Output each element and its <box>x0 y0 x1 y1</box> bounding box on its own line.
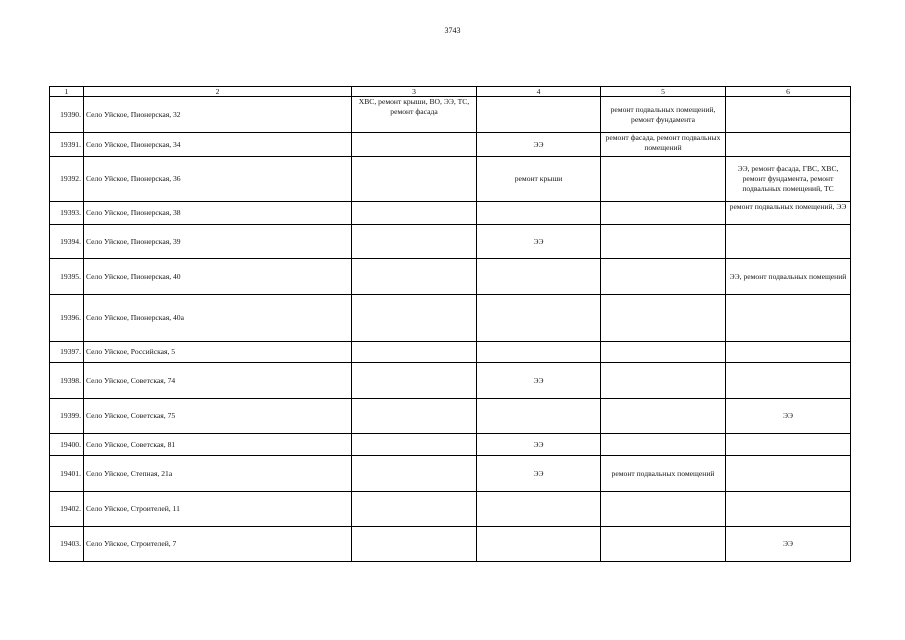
cell-col6 <box>726 492 851 527</box>
table-row <box>50 133 851 157</box>
cell-col3 <box>352 342 477 363</box>
row-address: Село Уйское, Пионерская, 40 <box>84 259 352 295</box>
cell-col4 <box>477 527 601 562</box>
cell-col3 <box>352 399 477 434</box>
cell-col6 <box>726 456 851 492</box>
cell-col5 <box>601 399 726 434</box>
cell-col6: ЭЭ, ремонт фасада, ГВС, ХВС, ремонт фундамента, ремонт подвальных помещений, ТС <box>726 157 851 202</box>
data-table <box>49 86 851 562</box>
row-address: Село Уйское, Пионерская, 38 <box>84 202 352 225</box>
row-number: 19390. <box>50 97 84 133</box>
cell-col4 <box>477 259 601 295</box>
cell-col5 <box>601 157 726 202</box>
table-row <box>50 492 851 527</box>
table-row <box>50 434 851 456</box>
row-address: Село Уйское, Строителей, 7 <box>84 527 352 562</box>
table-row <box>50 363 851 399</box>
cell-col3 <box>352 133 477 157</box>
cell-col3 <box>352 527 477 562</box>
cell-col6 <box>726 363 851 399</box>
row-address: Село Уйское, Пионерская, 32 <box>84 97 352 133</box>
cell-col3 <box>352 363 477 399</box>
cell-col3 <box>352 492 477 527</box>
cell-col5 <box>601 527 726 562</box>
cell-col5 <box>601 295 726 342</box>
table-row <box>50 295 851 342</box>
row-number: 19395. <box>50 259 84 295</box>
cell-col3 <box>352 225 477 259</box>
cell-col4 <box>477 399 601 434</box>
cell-col5: ремонт подвальных помещений <box>601 456 726 492</box>
cell-col3: ХВС, ремонт крыши, ВО, ЭЭ, ТС, ремонт фасада <box>352 97 477 133</box>
cell-col3 <box>352 456 477 492</box>
column-header: 3 <box>352 87 477 97</box>
row-address: Село Уйское, Пионерская, 34 <box>84 133 352 157</box>
row-number: 19399. <box>50 399 84 434</box>
cell-col6: ЭЭ <box>726 527 851 562</box>
row-number: 19401. <box>50 456 84 492</box>
row-address: Село Уйское, Пионерская, 36 <box>84 157 352 202</box>
row-number: 19393. <box>50 202 84 225</box>
cell-col5 <box>601 259 726 295</box>
cell-col5 <box>601 434 726 456</box>
table-row <box>50 225 851 259</box>
cell-col6 <box>726 97 851 133</box>
row-address: Село Уйское, Пионерская, 40а <box>84 295 352 342</box>
row-address: Село Уйское, Строителей, 11 <box>84 492 352 527</box>
row-address: Село Уйское, Советская, 81 <box>84 434 352 456</box>
table-row <box>50 202 851 225</box>
header-row <box>50 87 851 97</box>
row-address: Село Уйское, Российская, 5 <box>84 342 352 363</box>
cell-col3 <box>352 295 477 342</box>
column-header: 6 <box>726 87 851 97</box>
row-address: Село Уйское, Советская, 74 <box>84 363 352 399</box>
row-number: 19402. <box>50 492 84 527</box>
column-header: 1 <box>50 87 84 97</box>
column-header: 4 <box>477 87 601 97</box>
table-row <box>50 342 851 363</box>
row-address: Село Уйское, Советская, 75 <box>84 399 352 434</box>
cell-col4 <box>477 97 601 133</box>
cell-col4: ЭЭ <box>477 225 601 259</box>
table-row <box>50 259 851 295</box>
cell-col5 <box>601 225 726 259</box>
row-number: 19392. <box>50 157 84 202</box>
column-header: 5 <box>601 87 726 97</box>
cell-col6 <box>726 225 851 259</box>
cell-col6: ремонт подвальных помещений, ЭЭ <box>726 202 851 225</box>
table-row <box>50 399 851 434</box>
table-row <box>50 527 851 562</box>
column-header: 2 <box>84 87 352 97</box>
cell-col4 <box>477 492 601 527</box>
row-number: 19398. <box>50 363 84 399</box>
table-row <box>50 456 851 492</box>
row-number: 19397. <box>50 342 84 363</box>
cell-col5 <box>601 342 726 363</box>
cell-col4: ЭЭ <box>477 434 601 456</box>
cell-col6 <box>726 434 851 456</box>
row-number: 19391. <box>50 133 84 157</box>
cell-col5 <box>601 492 726 527</box>
cell-col4: ЭЭ <box>477 363 601 399</box>
cell-col6 <box>726 342 851 363</box>
row-number: 19403. <box>50 527 84 562</box>
cell-col5: ремонт подвальных помещений, ремонт фундамента <box>601 97 726 133</box>
cell-col4 <box>477 342 601 363</box>
row-number: 19400. <box>50 434 84 456</box>
cell-col6: ЭЭ <box>726 399 851 434</box>
cell-col3 <box>352 259 477 295</box>
cell-col5 <box>601 202 726 225</box>
cell-col5 <box>601 363 726 399</box>
cell-col6: ЭЭ, ремонт подвальных помещений <box>726 259 851 295</box>
cell-col4: ремонт крыши <box>477 157 601 202</box>
cell-col6 <box>726 133 851 157</box>
row-number: 19396. <box>50 295 84 342</box>
cell-col4: ЭЭ <box>477 133 601 157</box>
cell-col3 <box>352 434 477 456</box>
cell-col4 <box>477 295 601 342</box>
cell-col3 <box>352 202 477 225</box>
cell-col4 <box>477 202 601 225</box>
row-number: 19394. <box>50 225 84 259</box>
cell-col5: ремонт фасада, ремонт подвальных помещений <box>601 133 726 157</box>
row-address: Село Уйское, Степная, 21а <box>84 456 352 492</box>
row-address: Село Уйское, Пионерская, 39 <box>84 225 352 259</box>
table-row <box>50 97 851 133</box>
page-number: 3743 <box>444 26 461 35</box>
cell-col3 <box>352 157 477 202</box>
cell-col4: ЭЭ <box>477 456 601 492</box>
table-row <box>50 157 851 202</box>
cell-col6 <box>726 295 851 342</box>
